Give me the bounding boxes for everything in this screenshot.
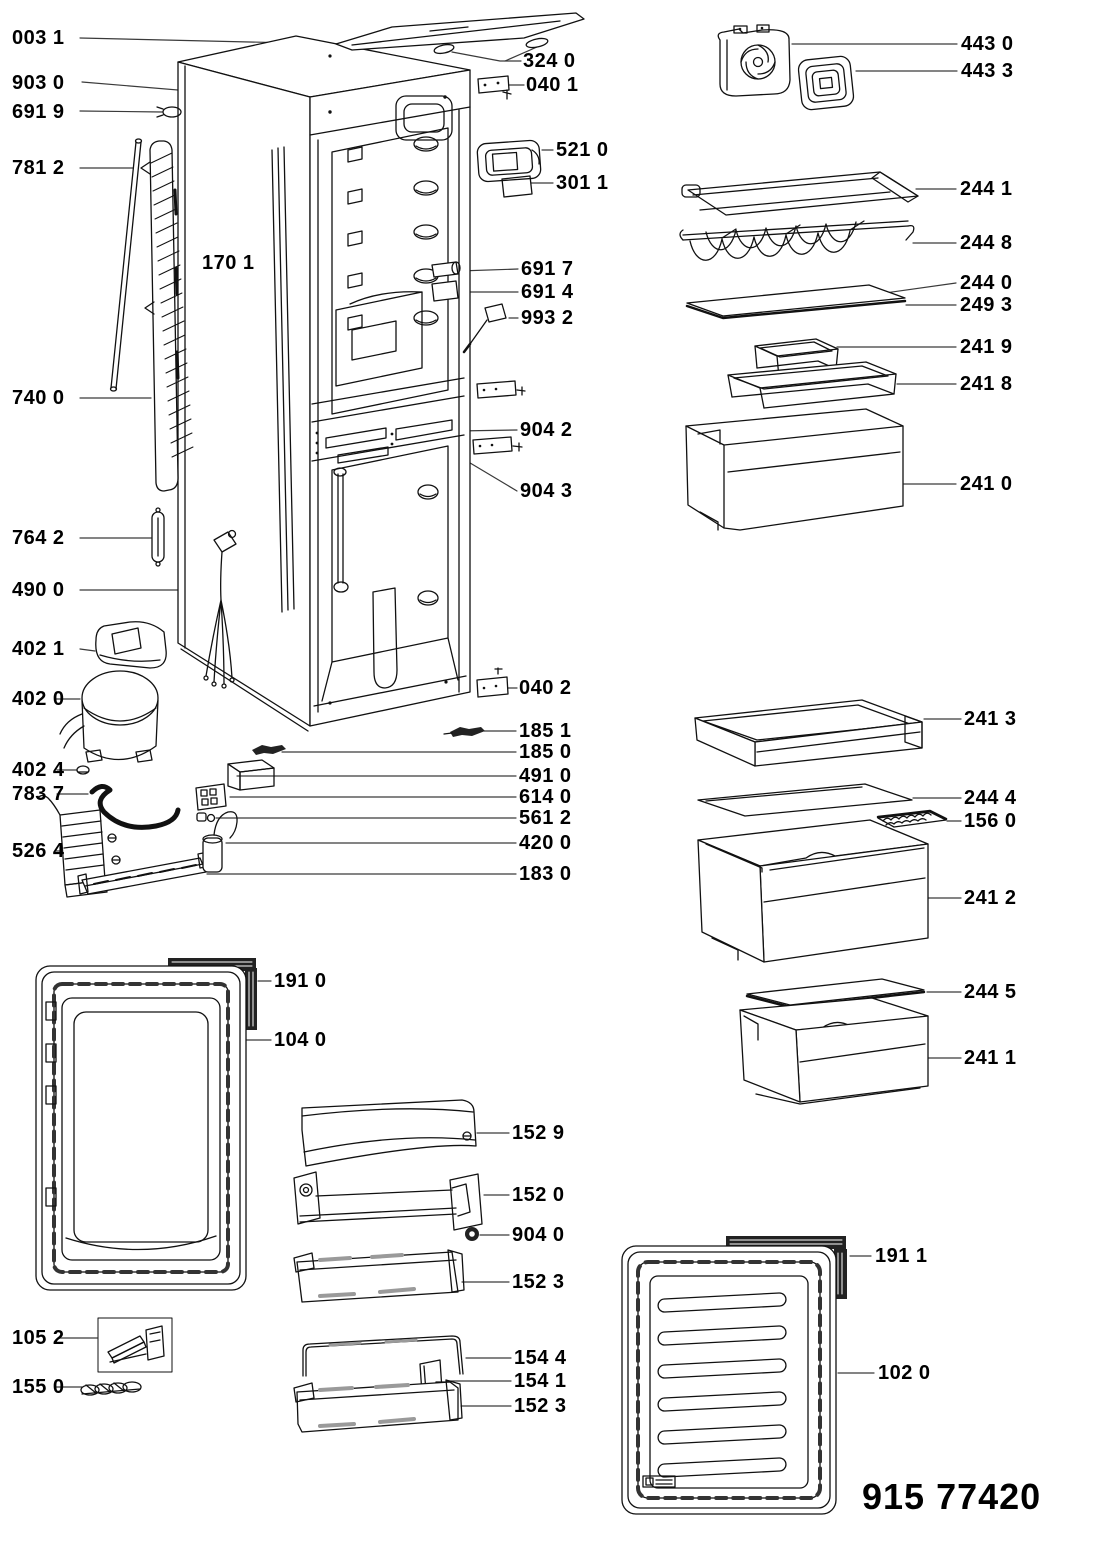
fan-assembly xyxy=(718,25,790,96)
grommet xyxy=(77,766,89,774)
part-label-491-0: 491 0 xyxy=(519,765,572,787)
capillary-tube xyxy=(111,139,142,391)
part-label-691-9: 691 9 xyxy=(12,101,65,123)
compressor-base xyxy=(96,622,166,668)
ice-cube-tray xyxy=(878,811,946,827)
side-bracket-mid xyxy=(473,437,522,454)
compressor xyxy=(60,671,158,762)
part-label-191-1: 191 1 xyxy=(875,1245,928,1267)
drain-hose xyxy=(92,786,178,827)
door-bin-upper xyxy=(294,1250,464,1302)
part-label-102-0: 102 0 xyxy=(878,1362,931,1384)
part-label-244-4: 244 4 xyxy=(964,787,1017,809)
bottle-rack xyxy=(680,221,914,260)
part-label-191-0: 191 0 xyxy=(274,970,327,992)
part-label-521-0: 521 0 xyxy=(556,139,609,161)
part-label-244-8: 244 8 xyxy=(960,232,1013,254)
relay-cover xyxy=(228,760,274,790)
part-label-904-3: 904 3 xyxy=(520,480,573,502)
part-label-241-9: 241 9 xyxy=(960,336,1013,358)
part-label-691-7: 691 7 xyxy=(521,258,574,280)
part-label-614-0: 614 0 xyxy=(519,786,572,808)
fan-cover xyxy=(798,55,855,110)
part-label-561-2: 561 2 xyxy=(519,807,572,829)
part-label-156-0: 156 0 xyxy=(964,810,1017,832)
part-label-443-0: 443 0 xyxy=(961,33,1014,55)
part-label-244-0: 244 0 xyxy=(960,272,1013,294)
part-label-152-0: 152 0 xyxy=(512,1184,565,1206)
part-label-420-0: 420 0 xyxy=(519,832,572,854)
diagram-model-number: 915 77420 xyxy=(862,1476,1042,1517)
dairy-cover xyxy=(302,1100,476,1166)
freezer-drawer-shallow xyxy=(695,700,922,766)
part-label-526-4: 526 4 xyxy=(12,840,65,862)
part-label-152-3b: 152 3 xyxy=(514,1395,567,1417)
crisper-drawer xyxy=(686,409,903,530)
part-label-249-3: 249 3 xyxy=(960,294,1013,316)
part-label-152-3a: 152 3 xyxy=(512,1271,565,1293)
part-label-993-2: 993 2 xyxy=(521,307,574,329)
freezer-drawer-bottom xyxy=(740,998,928,1104)
chiller-tray-long xyxy=(728,362,896,408)
part-label-402-0: 402 0 xyxy=(12,688,65,710)
foot-rear xyxy=(252,745,286,755)
part-label-154-1: 154 1 xyxy=(514,1370,567,1392)
freezer-door xyxy=(622,1236,847,1514)
part-label-783-7: 783 7 xyxy=(12,783,65,805)
part-label-402-4: 402 4 xyxy=(12,759,65,781)
part-label-241-0: 241 0 xyxy=(960,473,1013,495)
part-label-183-0: 183 0 xyxy=(519,863,572,885)
part-label-244-1: 244 1 xyxy=(960,178,1013,200)
part-label-105-2: 105 2 xyxy=(12,1327,65,1349)
part-label-402-1: 402 1 xyxy=(12,638,65,660)
part-label-740-0: 740 0 xyxy=(12,387,65,409)
part-label-443-3: 443 3 xyxy=(961,60,1014,82)
glass-shelf-assembly xyxy=(682,172,918,215)
part-label-490-0: 490 0 xyxy=(12,579,65,601)
part-label-040-1: 040 1 xyxy=(526,74,579,96)
part-label-241-2: 241 2 xyxy=(964,887,1017,909)
part-label-003-1: 003 1 xyxy=(12,27,65,49)
part-label-244-5: 244 5 xyxy=(964,981,1017,1003)
door-bin-lower xyxy=(294,1380,462,1432)
part-label-903-0: 903 0 xyxy=(12,72,65,94)
hinge-kit-box xyxy=(98,1318,172,1372)
dairy-shelf xyxy=(294,1172,482,1230)
part-label-040-2: 040 2 xyxy=(519,677,572,699)
part-label-104-0: 104 0 xyxy=(274,1029,327,1051)
top-panel xyxy=(336,13,584,50)
part-label-904-0: 904 0 xyxy=(512,1224,565,1246)
part-label-185-0: 185 0 xyxy=(519,741,572,763)
part-label-324-0: 324 0 xyxy=(523,50,576,72)
egg-tray xyxy=(81,1382,141,1395)
hinge-bracket-top xyxy=(478,76,511,99)
glass-plate-freezer-1 xyxy=(698,784,912,816)
part-label-301-1: 301 1 xyxy=(556,172,609,194)
part-label-241-8: 241 8 xyxy=(960,373,1013,395)
glass-plate-chiller xyxy=(687,285,905,318)
freezer-drawer-large xyxy=(698,820,928,962)
part-label-904-2: 904 2 xyxy=(520,419,573,441)
part-label-241-1: 241 1 xyxy=(964,1047,1017,1069)
side-bracket-upper xyxy=(477,381,525,398)
part-label-241-3: 241 3 xyxy=(964,708,1017,730)
part-label-691-4: 691 4 xyxy=(521,281,574,303)
terminal-clip xyxy=(197,813,215,822)
starter-relay xyxy=(196,784,226,810)
lamp-diffuser xyxy=(432,281,458,301)
refrigerator-door xyxy=(36,958,257,1290)
hinge-bracket-bottom xyxy=(477,668,508,697)
part-label-170-1: 170 1 xyxy=(202,252,255,274)
part-label-154-4: 154 4 xyxy=(514,1347,567,1369)
pivot-cap xyxy=(465,1227,479,1241)
foot-front xyxy=(450,727,485,737)
part-label-155-0: 155 0 xyxy=(12,1376,65,1398)
handle-capsule xyxy=(152,508,164,566)
part-label-781-2: 781 2 xyxy=(12,157,65,179)
cabinet-body xyxy=(178,36,470,731)
part-label-152-9: 152 9 xyxy=(512,1122,565,1144)
light-bulb-cover xyxy=(432,262,460,277)
part-label-185-1: 185 1 xyxy=(519,720,572,742)
part-label-764-2: 764 2 xyxy=(12,527,65,549)
thermostat-housing xyxy=(477,140,541,182)
